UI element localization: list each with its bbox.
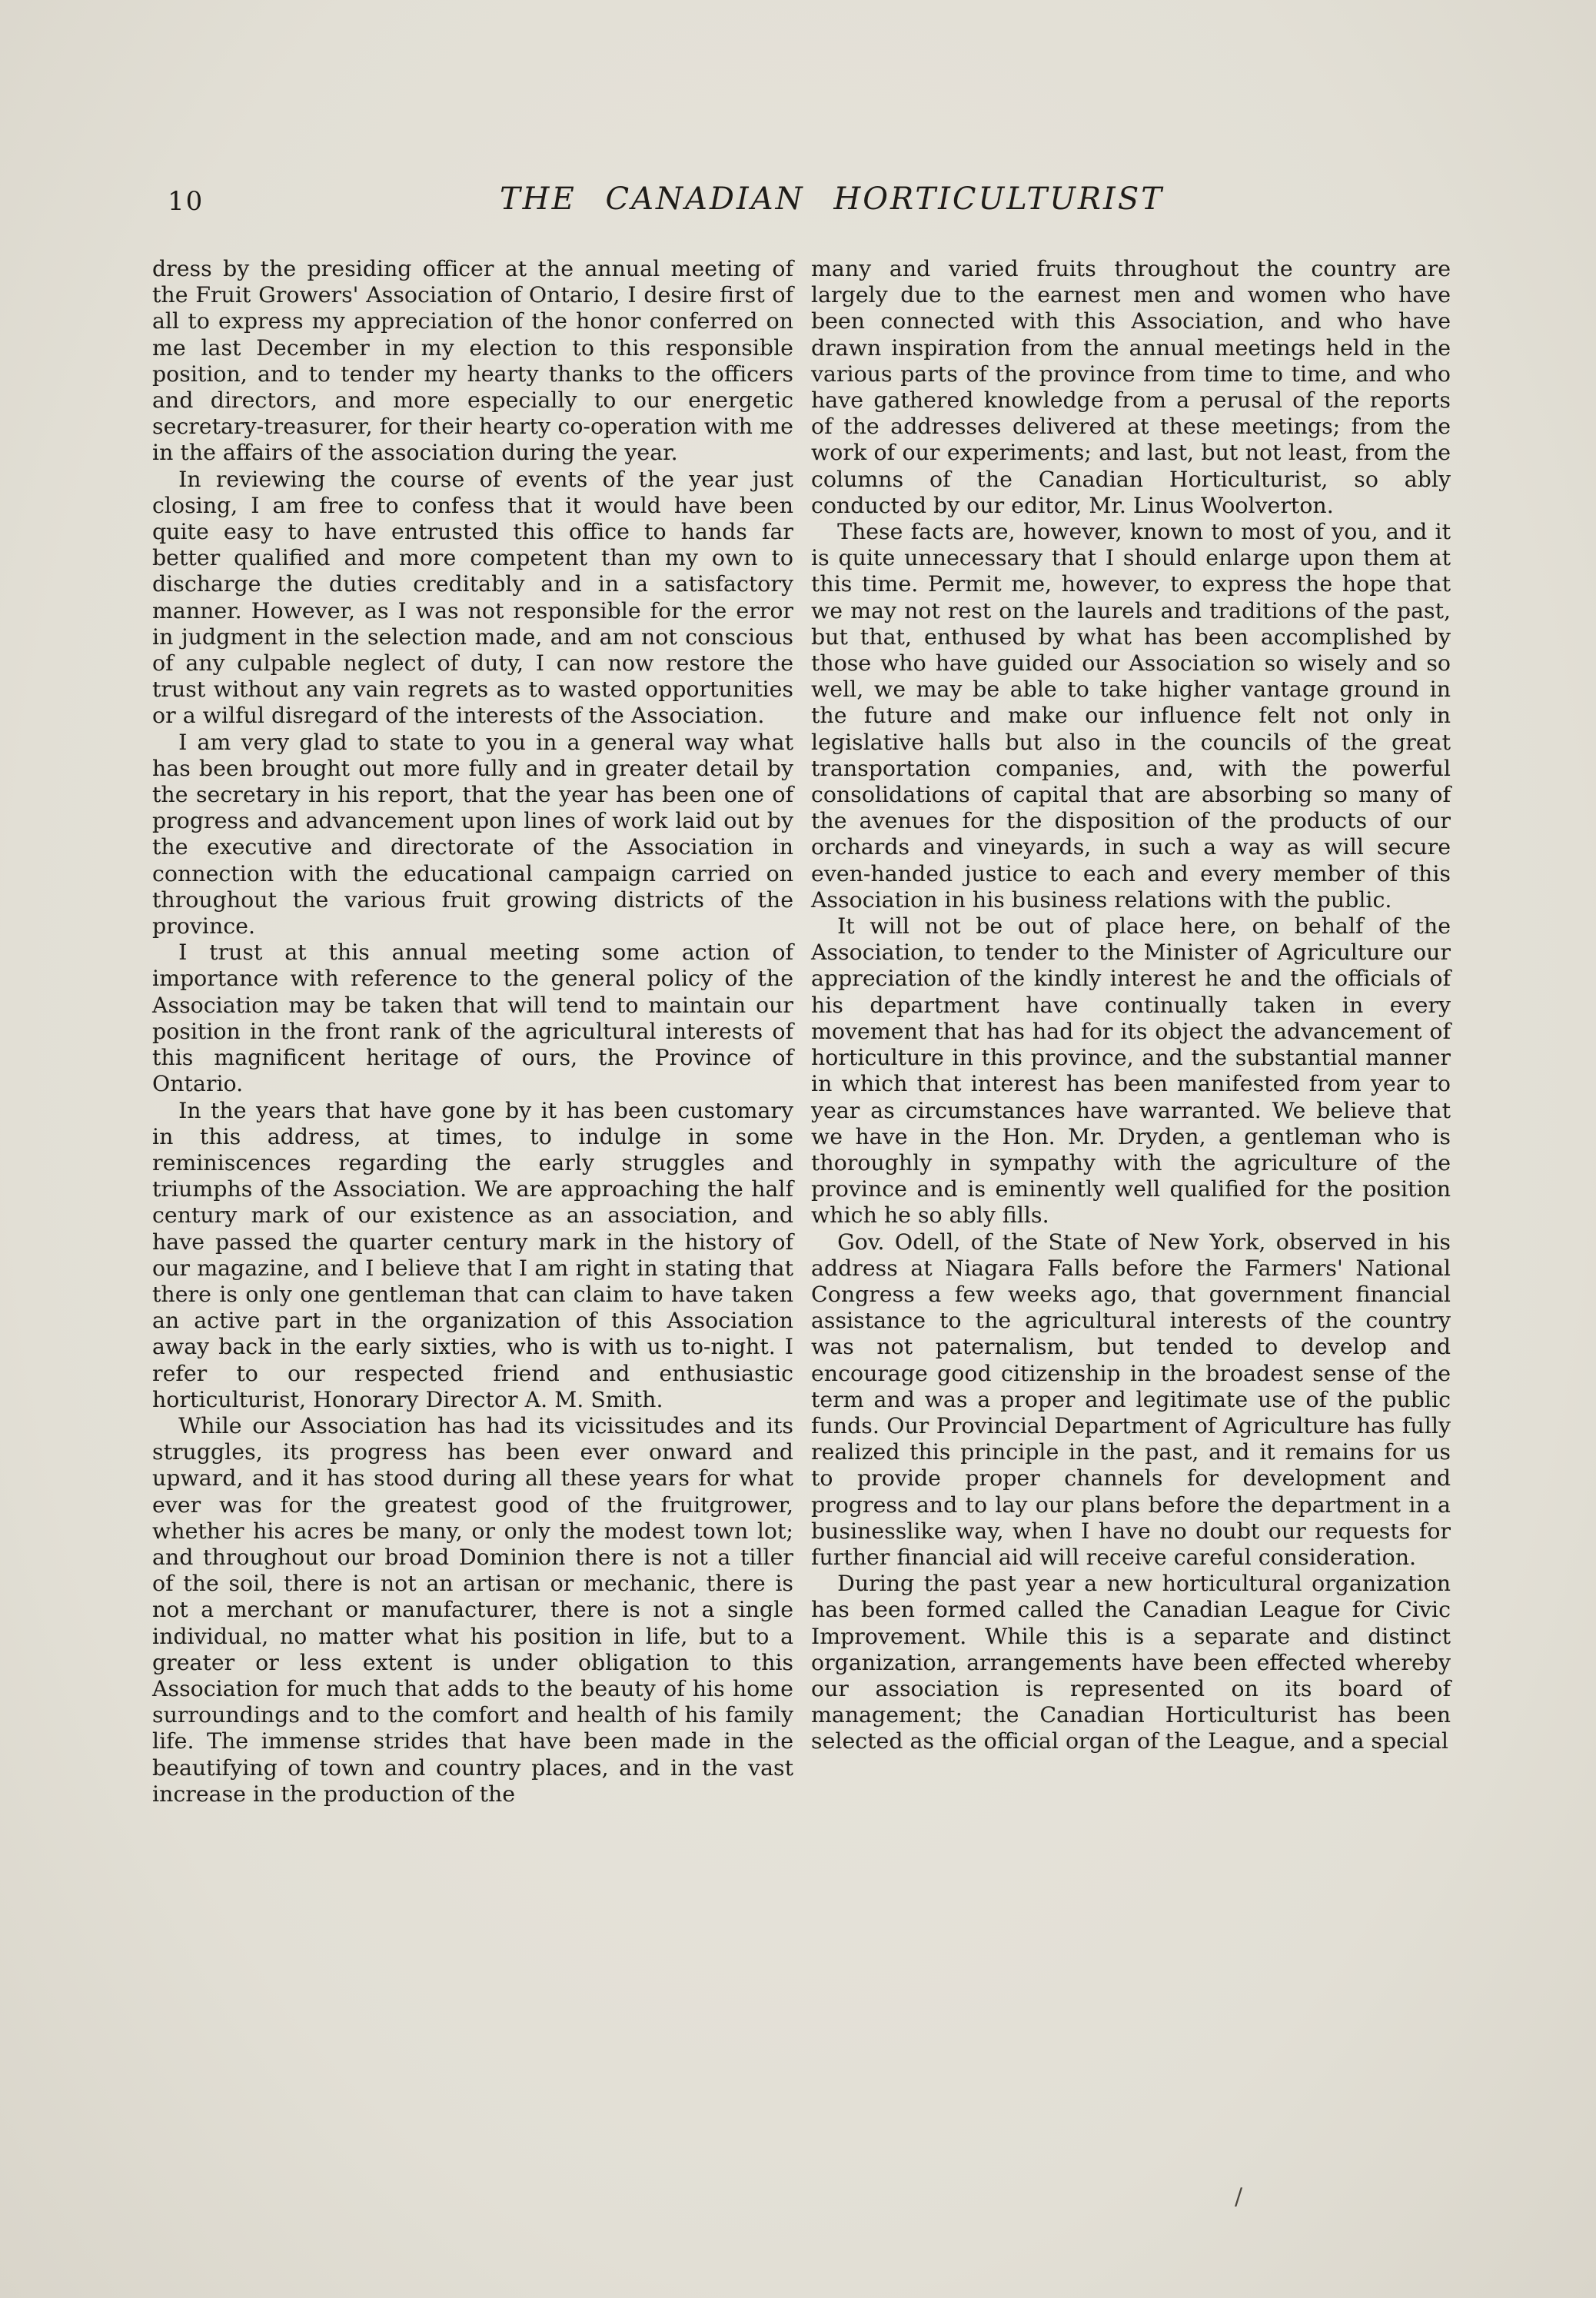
paragraph: These facts are, however, known to most of you, and it is quite unnecessary that I should enlarge upon them at this time. Permit me, however, to express the hope that we may not rest on the laurels and traditions of the past, but that, enthused by what has been accomplished by those who have guided our Association so wisely and so well, we may be able to take higher vantage ground in the future and make our influence felt not only in legislative halls but also in the councils of the great transportation companies, and, with the powerful consolidations of capital that are absorbing so many of the avenues for the disposition of the products of our orchards and vineyards, in such a way as will secure even-handed justice to each and every member of this Association in his business relations with the public. [811, 519, 1451, 913]
paragraph: many and varied fruits throughout the country are largely due to the earnest men and women who have been connected with this Association, and who have drawn inspiration from the annual meetings held in the various parts of the province from time to time, and who have gathered knowledge from a perusal of the reports of the addresses delivered at these meetings; from the work of our experiments; and last, but not least, from the columns of the Canadian Horticulturist, so ably conducted by our editor, Mr. Linus Woolverton. [811, 256, 1451, 518]
paragraph: It will not be out of place here, on behalf of the Association, to tender to the Minister of Agriculture our appreciation of the kindly interest he and the officials of his department have continually taken in every movement that has had for its object the advancement of horticulture in this province, and the substantial manner in which that interest has been manifested from year to year as circumstances have warranted. We believe that we have in the Hon. Mr. Dryden, a gentleman who is thoroughly in sympathy with the agriculture of the province and is eminently well qualified for the position which he so ably fills. [811, 913, 1451, 1229]
paragraph: Gov. Odell, of the State of New York, observed in his address at Niagara Falls before the Farmers' National Congress a few weeks ago, that government financial assistance to the agricultural interests of the country was not paternalism, but tended to develop and encourage good citizenship in the broadest sense of the term and was a proper and legitimate use of the public funds. Our Provincial Department of Agriculture has fully realized this principle in the past, and it remains for us to provide proper channels for development and progress and to lay our plans before the department in a businesslike way, when I have no doubt our requests for further financial aid will receive careful consideration. [811, 1229, 1451, 1570]
paragraph: In reviewing the course of events of the year just closing, I am free to confess that it would have been quite easy to have entrusted this office to hands far better qualified and more competent than my own to discharge the duties creditably and in a satisfactory manner. However, as I was not responsible for the error in judgment in the selection made, and am not conscious of any culpable neglect of duty, I can now restore the trust without any vain regrets as to wasted opportunities or a wilful disregard of the interests of the Association. [152, 466, 793, 729]
stray-pencil-mark: / [1235, 2183, 1243, 2210]
right-column [811, 256, 1451, 1755]
paragraph: dress by the presiding officer at the annual meeting of the Fruit Growers' Association of Ontario, I desire first of all to express my appreciation of the honor conferred on me last December in my election to this responsible position, and to tender my hearty thanks to the officers and directors, and more especially to our energetic secretary-treasurer, for their hearty co-operation with me in the affairs of the association during the year. [152, 256, 793, 466]
running-title: THE CANADIAN HORTICULTURIST [500, 181, 1164, 217]
paragraph: In the years that have gone by it has been customary in this address, at times, to indulge in some reminiscences regarding the early struggles and triumphs of the Association. We are approaching the half century mark of our existence as an association, and have passed the quarter century mark in the history of our magazine, and I believe that I am right in stating that there is only one gentleman that can claim to have taken an active part in the organization of this Association away back in the early sixties, who is with us to-night. I refer to our respected friend and enthusiastic horticulturist, Honorary Director A. M. Smith. [152, 1097, 793, 1412]
page-number: 10 [168, 186, 204, 217]
paragraph: During the past year a new horticultural organization has been formed called the Canadian League for Civic Improvement. While this is a separate and distinct organization, arrangements have been effected whereby our association is represented on its board of management; the Canadian Horticulturist has been selected as the official organ of the League, and a special [811, 1571, 1451, 1754]
paragraph: While our Association has had its vicissitudes and its struggles, its progress has been ever onward and upward, and it has stood during all these years for what ever was for the greatest good of the fruitgrower, whether his acres be many, or only the modest town lot; and throughout our broad Dominion there is not a tiller of the soil, there is not an artisan or mechanic, there is not a merchant or manufacturer, there is not a single individual, no matter what his position in life, but to a greater or less extent is under obligation to this Association for much that adds to the beauty of his home surroundings and to the comfort and health of his family life. The immense strides that have been made in the beautifying of town and country places, and in the vast increase in the production of the [152, 1412, 793, 1807]
paragraph: I am very glad to state to you in a general way what has been brought out more fully and in greater detail by the secretary in his report, that the year has been one of progress and advancement upon lines of work laid out by the executive and directorate of the Association in connection with the educational campaign carried on throughout the various fruit growing districts of the province. [152, 729, 793, 939]
left-column [152, 256, 793, 1807]
paragraph: I trust at this annual meeting some action of importance with reference to the general policy of the Association may be taken that will tend to maintain our position in the front rank of the agricultural interests of this magnificent heritage of ours, the Province of Ontario. [152, 939, 793, 1097]
